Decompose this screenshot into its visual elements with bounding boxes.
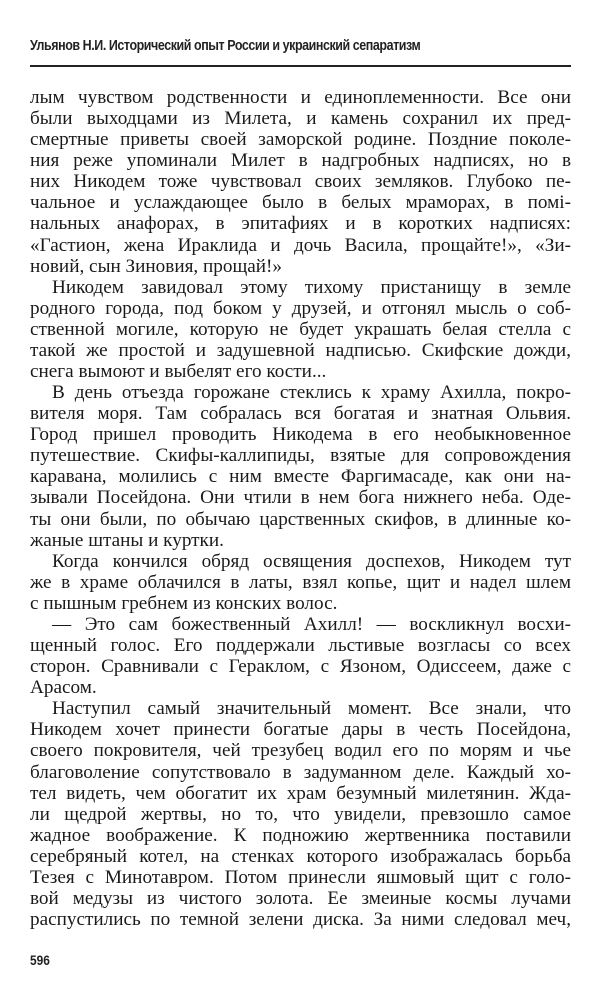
- text-line: чальное и услаждающее было в белых мраморах, в помі-: [30, 192, 571, 214]
- text-line: такой же простой и задушевной надписью. Скифские дожди,: [30, 339, 571, 361]
- paragraph: [30, 551, 571, 614]
- text-line: ли щедрой жертвы, но то, что увидели, превзошло самое: [30, 803, 571, 825]
- text-line: распустились по темной зелени диска. За ними следовал меч,: [30, 909, 571, 931]
- page-number: 596: [30, 952, 50, 968]
- text-line: «Гастион, жена Ираклида и дочь Васила, прощайте!», «Зи-: [30, 234, 571, 256]
- paragraph: [30, 698, 571, 930]
- text-line: Когда кончился обряд освящения доспехов, Никодем тут: [52, 550, 571, 572]
- text-line: Никодем завидовал этому тихому пристанищу в земле: [52, 276, 571, 298]
- text-line: ты они были, по обычаю царственных скифов, в длинные ко-: [30, 508, 571, 530]
- text-line: же в храме облачился в латы, взял копье, щит и надел шлем: [30, 571, 571, 593]
- text-line: Наступил самый значительный момент. Все знали, что: [52, 698, 571, 720]
- text-line: новий, сын Зиновия, прощай!»: [30, 255, 283, 277]
- text-line: снега вымоют и выбелят его кости...: [30, 361, 327, 383]
- text-line: — Это сам божественный Ахилл! — воскликнул восхи-: [52, 613, 571, 635]
- text-line: вой медузы из чистого золота. Ее змеиные космы лучами: [30, 887, 571, 909]
- text-line: с пышным гребнем из конских волос.: [30, 592, 338, 614]
- text-line: Арасом.: [30, 677, 97, 699]
- text-line: жадное воображение. К подножию жертвенника поставили: [30, 824, 571, 846]
- text-line: Тезея с Минотавром. Потом принесли яшмовый щит с голо-: [30, 866, 571, 888]
- text-line: Город пришел проводить Никодема в его необыкновенное: [30, 424, 571, 446]
- text-line: тел видеть, чем обогатит их храм безумный милетянин. Жда-: [30, 782, 571, 804]
- paragraph: [30, 614, 571, 698]
- text-line: щенный голос. Его поддержали льстивые возгласы со всех: [30, 635, 571, 657]
- text-line: вителя моря. Там собралась вся богатая и знатная Ольвия.: [30, 403, 571, 425]
- text-line: серебряный котел, на стенках которого изображалась борьба: [30, 845, 571, 867]
- paragraph: [30, 382, 571, 551]
- text-line: Никодем хочет принести богатые дары в честь Посейдона,: [30, 719, 571, 741]
- running-head: Ульянов Н.И. Исторический опыт России и украинский сепаратизм: [30, 38, 421, 54]
- text-line: смертные приветы своей заморской родине. Поздние поколе-: [30, 129, 571, 151]
- text-line: В день отъезда горожане стеклись к храму Ахилла, покро-: [52, 382, 571, 404]
- text-line: были выходцами из Милета, и камень сохранил их пред-: [30, 108, 571, 130]
- paragraph: [30, 277, 571, 382]
- header-rule: [30, 65, 571, 67]
- text-line: зывали Посейдона. Они чтили в нем бога нижнего неба. Оде-: [30, 487, 571, 509]
- text-line: своего покровителя, чей трезубец водил его по морям и чье: [30, 740, 571, 762]
- text-line: ния реже упоминали Милет в надгробных надписях, но в: [30, 150, 571, 172]
- text-line: благоволение сопутствовало в задуманном деле. Каждый хо-: [30, 761, 571, 783]
- paragraph: [30, 87, 571, 277]
- text-line: нальных анафорах, в эпитафиях и в коротких надписях:: [30, 213, 571, 235]
- text-line: сторон. Сравнивали с Гераклом, с Язоном, Одиссеем, даже с: [30, 656, 571, 678]
- text-line: путешествие. Скифы-каллипиды, взятые для сопровождения: [30, 445, 571, 467]
- body-text: [30, 87, 571, 930]
- text-line: каравана, молились с ним вместе Фаргимасаде, как они на-: [30, 466, 571, 488]
- text-line: ственной могиле, которую не будет украшать белая стелла с: [30, 318, 571, 340]
- text-line: жаные штаны и куртки.: [30, 529, 224, 551]
- text-line: лым чувством родственности и единоплеменности. Все они: [30, 87, 571, 108]
- text-line: них Никодем тоже чувствовал своих земляков. Глубоко пе-: [30, 171, 571, 193]
- text-line: родного города, под боком у друзей, и отгонял мысль о соб-: [30, 297, 571, 319]
